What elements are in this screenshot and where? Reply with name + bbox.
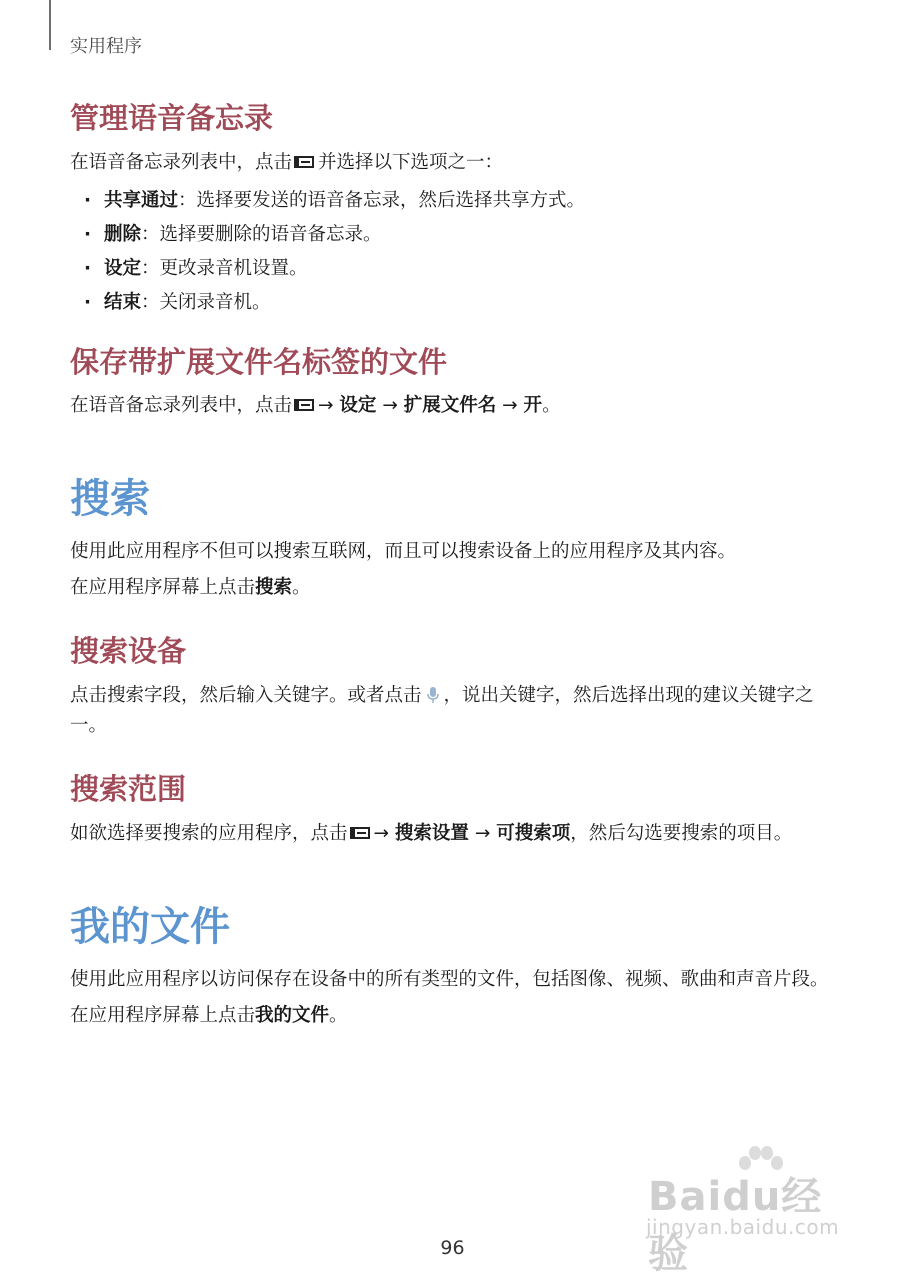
search-device-before: 点击搜索字段，然后输入关键字。或者点击 (70, 685, 422, 707)
option-name: 结束 (104, 291, 142, 313)
search-scope-text (70, 819, 840, 849)
option-desc: ：关闭录音机。 (141, 291, 271, 313)
arrow: → (318, 395, 334, 417)
search-title: 搜索 (70, 476, 150, 523)
arrow: → (382, 395, 398, 417)
search-open (70, 573, 840, 603)
search-open-bold: 搜索 (255, 577, 293, 599)
search-device-text (70, 681, 840, 741)
manage-intro-after: 并选择以下选项之一： (318, 151, 504, 173)
manage-intro-before: 在语音备忘录列表中，点击 (70, 151, 293, 173)
option-desc: ：更改录音机设置。 (141, 257, 308, 279)
list-item (84, 184, 840, 218)
my-files-open-after: 。 (329, 1004, 348, 1026)
search-desc: 使用此应用程序不但可以搜索互联网，而且可以搜索设备上的应用程序及其内容。 (70, 541, 737, 563)
section-header: 实用程序 (70, 36, 142, 57)
manage-voice-memos-title: 管理语音备忘录 (70, 101, 274, 135)
watermark-url: jingyan.baidu.com (646, 1215, 840, 1239)
list-item (84, 218, 840, 252)
watermark-logo: Baidu经验 (648, 1174, 823, 1277)
search-open-before: 在应用程序屏幕上点击 (70, 577, 256, 599)
arrow: → (474, 822, 491, 844)
arrow: → (373, 822, 390, 844)
step-extension: 扩展文件名 (403, 395, 497, 417)
save-extension-text (70, 391, 840, 421)
baidu-watermark (640, 1145, 855, 1277)
arrow: → (502, 395, 518, 417)
menu-icon (350, 827, 370, 839)
save-ext-before: 在语音备忘录列表中，点击 (70, 395, 293, 417)
save-extension-title: 保存带扩展文件名标签的文件 (70, 344, 448, 379)
my-files-open (70, 1001, 840, 1031)
step-searchable-items: 可搜索项 (496, 822, 571, 844)
option-desc: ：选择要发送的语音备忘录，然后选择共享方式。 (178, 189, 586, 211)
list-item (84, 252, 840, 286)
step-settings: 设定 (339, 395, 377, 417)
search-open-after: 。 (292, 577, 311, 599)
microphone-icon (426, 686, 440, 704)
my-files-title: 我的文件 (70, 903, 230, 950)
header-rule (49, 0, 51, 50)
menu-icon (294, 399, 314, 411)
page-content (70, 100, 840, 1037)
option-name: 共享通过 (104, 189, 179, 211)
my-files-open-bold: 我的文件 (255, 1004, 330, 1026)
option-desc: ：选择要删除的语音备忘录。 (141, 223, 382, 245)
step-search-settings: 搜索设置 (394, 822, 469, 844)
my-files-desc: 使用此应用程序以访问保存在设备中的所有类型的文件，包括图像、视频、歌曲和声音片段。 (70, 968, 829, 990)
my-files-open-before: 在应用程序屏幕上点击 (70, 1004, 256, 1026)
manage-intro (70, 148, 840, 178)
search-device-after: ，说出关键字，然后选择出现的建议关键字之一。 (70, 685, 814, 737)
option-name: 设定 (104, 257, 142, 279)
search-device-title: 搜索设备 (70, 634, 187, 669)
option-name: 删除 (104, 223, 142, 245)
search-scope-after: ，然后勾选要搜索的项目。 (570, 822, 793, 844)
period: 。 (542, 395, 561, 417)
menu-icon (294, 156, 314, 168)
page-number: 96 (440, 1237, 465, 1259)
manage-options-list (70, 184, 840, 320)
list-item (84, 286, 840, 320)
search-scope-title: 搜索范围 (70, 772, 187, 807)
search-scope-before: 如欲选择要搜索的应用程序，点击 (70, 822, 348, 844)
step-on: 开 (523, 395, 543, 417)
